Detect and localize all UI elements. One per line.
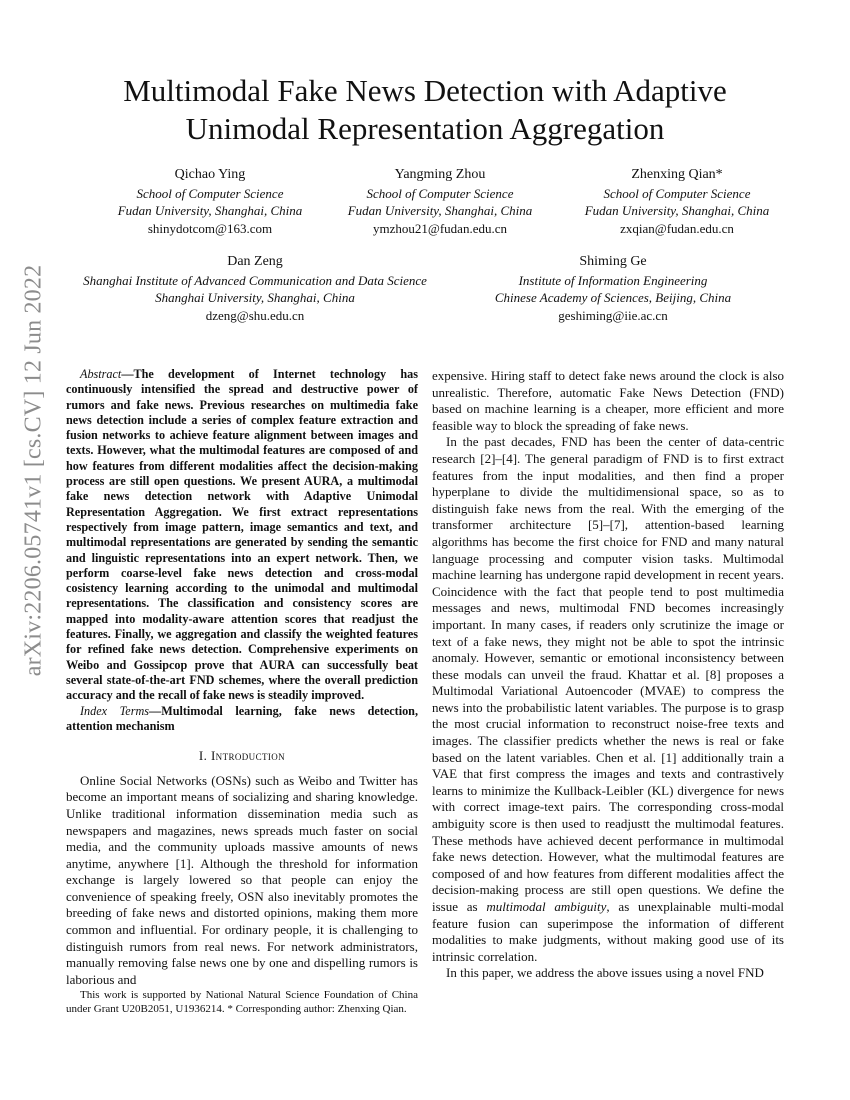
intro-paragraph: Online Social Networks (OSNs) such as Weibo and Twitter has become an important means of socializing and sharing knowledge. Unlike traditional information dissemination media such as newspapers and magazines, news spreads much faster on social media, and the community uploads massive amounts of news anytime, anywhere [1]. Although the threshold for information exchange is largely lowered so that people can enjoy the convenience of speaking freely, OSN also inevitably promotes the breeding of fake news and distorted opinions, making them more common and influential. For ordinary people, it is challenging to distinguish rumors from real news. For network administrators, manually removing false news one by one and dispelling rumors is laborious and	[66, 772, 418, 987]
body-paragraph	[432, 434, 784, 965]
left-column	[66, 367, 418, 1016]
term-emphasis: multimodal ambiguity	[486, 899, 607, 914]
author-affiliation: School of Computer Science	[603, 185, 751, 201]
body-paragraph-text: , as unexplainable multi-modal feature fusion can superimpose the information of different modalities to make judgments, without making good use of its intrinsic correlation.	[432, 899, 784, 964]
body-paragraph: expensive. Hiring staff to detect fake news around the clock is also unrealistic. Therefore, automatic Fake News Detection (FND) based on machine learning is a cheaper, more efficient and more feasible way to block the spreading of fake news.	[432, 368, 784, 433]
body-paragraph-text: In the past decades, FND has been the center of data-centric research [2]–[4]. The general paradigm of FND is to first extract features from the input modalities, and then find a proper hyperplane to divide the multidimensional space, so as to distinguish fake news from the real. With the emerging of the transformer architecture [5]–[7], attention-based learning algorithms has become the first choice for FND and many natural language processing and computer vision tasks. Multimodal machine learning has undergone rapid development in recent years. Coincidence with the fact that people tend to post multimedia messages and news, multimodal FND becomes increasingly important. In many cases, if readers only scrutinize the image or text of a fake news, they might not be able to spot the intrinsic anomaly. However, semantic or emotional inconsistency between these modals can unveil the fraud. Khattar et al. [8] proposes a Multimodal Variational Autoencoder (MVAE) to compress the news into the probabilistic latent variables. The purpose is to grasp the most crucial information to reconstruct noise-free texts and images. The classifier predicts whether the news is real or fake based on the latent variables. Chen et al. [1] additionally train a VAE that first compress the images and texts and contrastively learns to minimize the Kullback-Leibler (KL) divergence for news with correct image-text pairs. The corresponding cross-modal ambiguity score is then used to readjustt the multimodal features. These methods have achieved decent performance in multimodal fake news detection. However, what the multimodal features are composed of and how features from different modalities affect the decision-making process are still open questions. We define the issue as	[432, 434, 784, 914]
author-email[interactable]: geshiming@iie.ac.cn	[558, 307, 668, 323]
author-name: Qichao Ying	[174, 167, 246, 182]
author-affiliation: School of Computer Science	[366, 185, 514, 201]
author-block	[55, 253, 455, 324]
author-affiliation: Fudan University, Shanghai, China	[117, 203, 303, 218]
abstract	[66, 367, 418, 704]
paper-title-line-2: Unimodal Representation Aggregation	[185, 111, 665, 146]
index-terms-label: Index Terms	[80, 703, 149, 718]
index-terms	[66, 704, 418, 735]
section-numeral: I.	[198, 748, 208, 764]
author-block	[472, 253, 754, 324]
author-affiliation: Institute of Information Engineering	[518, 272, 708, 288]
author-affiliation: School of Computer Science	[136, 185, 284, 201]
paper-title-line-1: Multimodal Fake News Detection with Adaptive	[123, 73, 727, 108]
index-terms-text: —Multimodal learning, fake news detection, attention mechanism	[66, 703, 418, 733]
funding-footnote: This work is supported by National Natural Science Foundation of China under Grant U20B2051, U1936214. * Corresponding author: Zhenxing Qian.	[66, 989, 418, 1016]
author-affiliation: Shanghai Institute of Advanced Communication and Data Science	[83, 272, 427, 288]
author-name: Dan Zeng	[227, 254, 283, 269]
author-name: Zhenxing Qian*	[631, 167, 723, 182]
author-name: Yangming Zhou	[394, 167, 486, 182]
author-email[interactable]: dzeng@shu.edu.cn	[205, 307, 305, 323]
author-affiliation: Chinese Academy of Sciences, Beijing, China	[494, 290, 732, 305]
section-title: Introduction	[210, 748, 286, 764]
arxiv-identifier-text: arXiv:2206.05741v1 [cs.CV] 12 Jun 2022	[20, 264, 47, 676]
author-block	[90, 166, 330, 237]
author-affiliation: Fudan University, Shanghai, China	[584, 203, 770, 218]
paper-title	[0, 72, 850, 148]
right-column	[432, 368, 784, 982]
author-email[interactable]: shinydotcom@163.com	[147, 220, 273, 236]
author-block	[557, 166, 797, 237]
author-affiliation: Shanghai University, Shanghai, China	[155, 290, 355, 305]
author-email[interactable]: zxqian@fudan.edu.cn	[620, 220, 734, 236]
author-name: Shiming Ge	[579, 254, 647, 269]
author-block	[320, 166, 560, 237]
body-paragraph: In this paper, we address the above issues using a novel FND	[446, 965, 764, 981]
abstract-label: Abstract	[80, 367, 122, 381]
abstract-text: —The development of Internet technology has continuously intensified the spread and destructive power of rumors and fake news. Previous researches on multimedia fake news detection include a series of complex feature extraction and fusion networks to achieve feature alignment between images and texts. However, what the multimodal features are composed of and how features from different modalities affect the decision-making process are still open questions. We present AURA, a multimodal fake news detection network with Adaptive Unimodal Representation Aggregation. We first extract representations respectively from image pattern, image semantics and text, and multimodal representations are generated by sending the semantic and linguistic representations into an expert network. Then, we perform coarse-level fake news detection and cross-modal cosistency learning according to the unimodal and multimodal representations. The classification and consistency scores are mapped into modality-aware attention scores that readjust the features. Finally, we aggregation and classify the weighted features for refined fake news detection. Comprehensive experiments on Weibo and Gossipcop prove that AURA can successfully beat several state-of-the-art FND schemes, where the overall prediction accuracy and the recall of fake news is steadily improved.	[66, 367, 418, 703]
author-affiliation: Fudan University, Shanghai, China	[347, 203, 533, 218]
author-email[interactable]: ymzhou21@fudan.edu.cn	[373, 220, 507, 236]
section-heading-introduction	[66, 748, 418, 765]
